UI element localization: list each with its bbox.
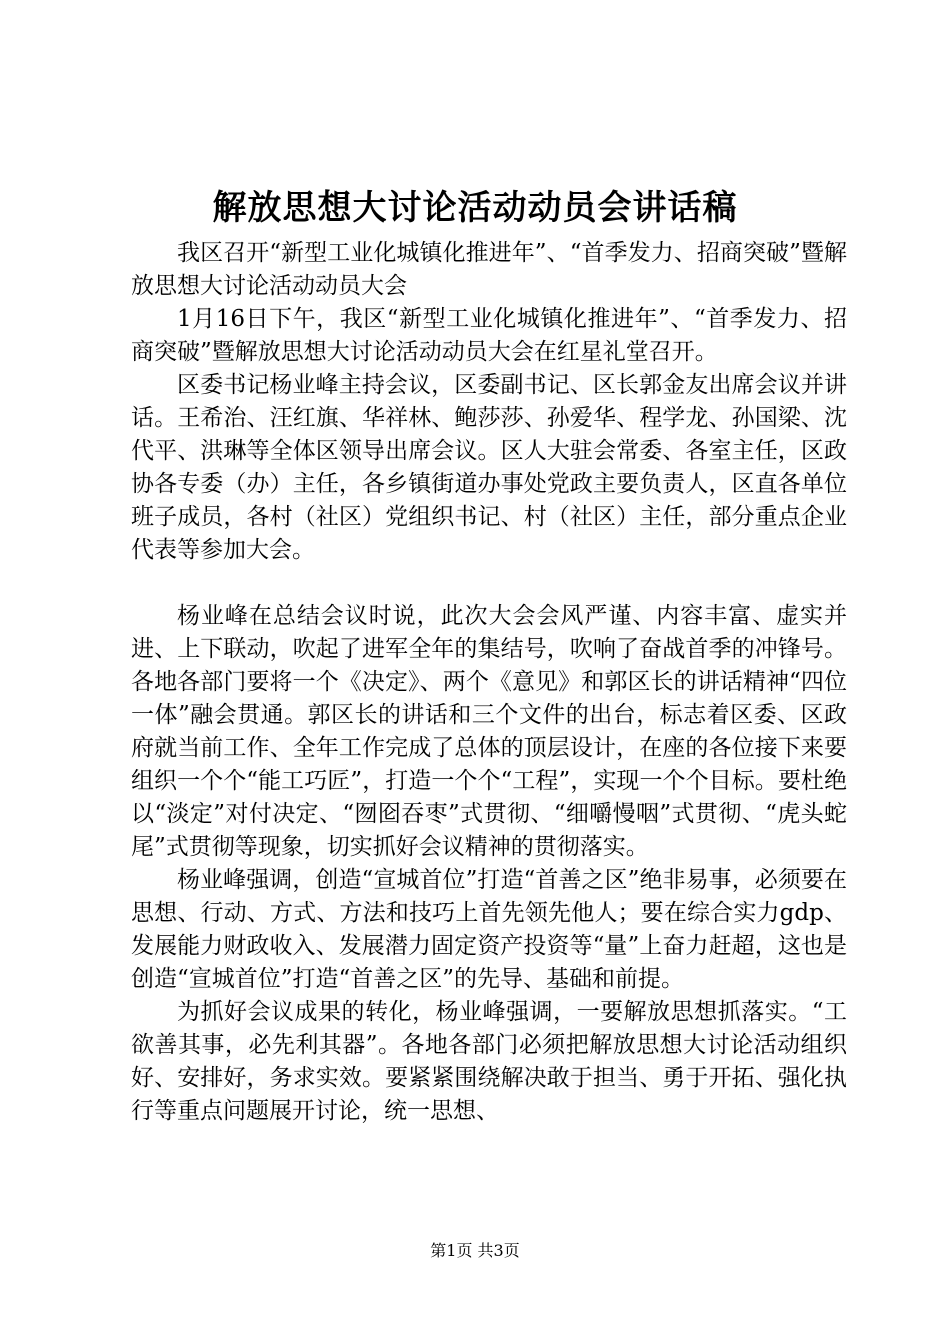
paragraph: 1月16日下午，我区“新型工业化城镇化推进年”、“首季发力、招商突破”暨解放思想大讨论活动动员大会在红星礼堂召开。 [131,306,847,365]
paragraph-gap [131,567,847,600]
paragraph-subtitle: 我区召开“新型工业化城镇化推进年”、“首季发力、招商突破”暨解放思想大讨论活动动员大会 [131,240,847,299]
page-footer: 第1页 共3页 [430,1241,520,1260]
paragraph: 区委书记杨业峰主持会议，区委副书记、区长郭金友出席会议并讲话。王希治、汪红旗、华祥林、鲍莎莎、孙爱华、程学龙、孙国梁、沈代平、洪琳等全体区领导出席会议。区人大驻会常委、各室主任，区政协各专委（办）主任，各乡镇街道办事处党政主要负责人，区直各单位班子成员，各村（社区）党组织书记、村（社区）主任，部分重点企业代表等参加大会。 [131,372,847,563]
paragraph: 杨业峰强调，创造“宣城首位”打造“首善之区”绝非易事，必须要在思想、行动、方式、方法和技巧上首先领先他人；要在综合实力gdp、发展能力财政收入、发展潜力固定资产投资等“量”上奋力赶超，这也是创造“宣城首位”打造“首善之区”的先导、基础和前提。 [131,867,847,992]
document-body [131,237,847,1128]
document-title: 解放思想大讨论活动动员会讲话稿 [212,188,738,228]
paragraph: 杨业峰在总结会议时说，此次大会会风严谨、内容丰富、虚实并进、上下联动，吹起了进军全年的集结号，吹响了奋战首季的冲锋号。各地各部门要将一个《决定》、两个《意见》和郭区长的讲话精神“四位一体”融会贯通。郭区长的讲话和三个文件的出台，标志着区委、区政府就当前工作、全年工作完成了总体的顶层设计，在座的各位接下来要组织一个个“能工巧匠”，打造一个个“工程”，实现一个个目标。要杜绝以“淡定”对付决定、“囫囵吞枣”式贯彻、“细嚼慢咽”式贯彻、“虎头蛇尾”式贯彻等现象，切实抓好会议精神的贯彻落实。 [131,603,847,860]
paragraph: 为抓好会议成果的转化，杨业峰强调，一要解放思想抓落实。“工欲善其事，必先利其器”。各地各部门必须把解放思想大讨论活动组织好、安排好，务求实效。要紧紧围绕解决敢于担当、勇于开拓、强化执行等重点问题展开讨论，统一思想、 [131,999,847,1124]
